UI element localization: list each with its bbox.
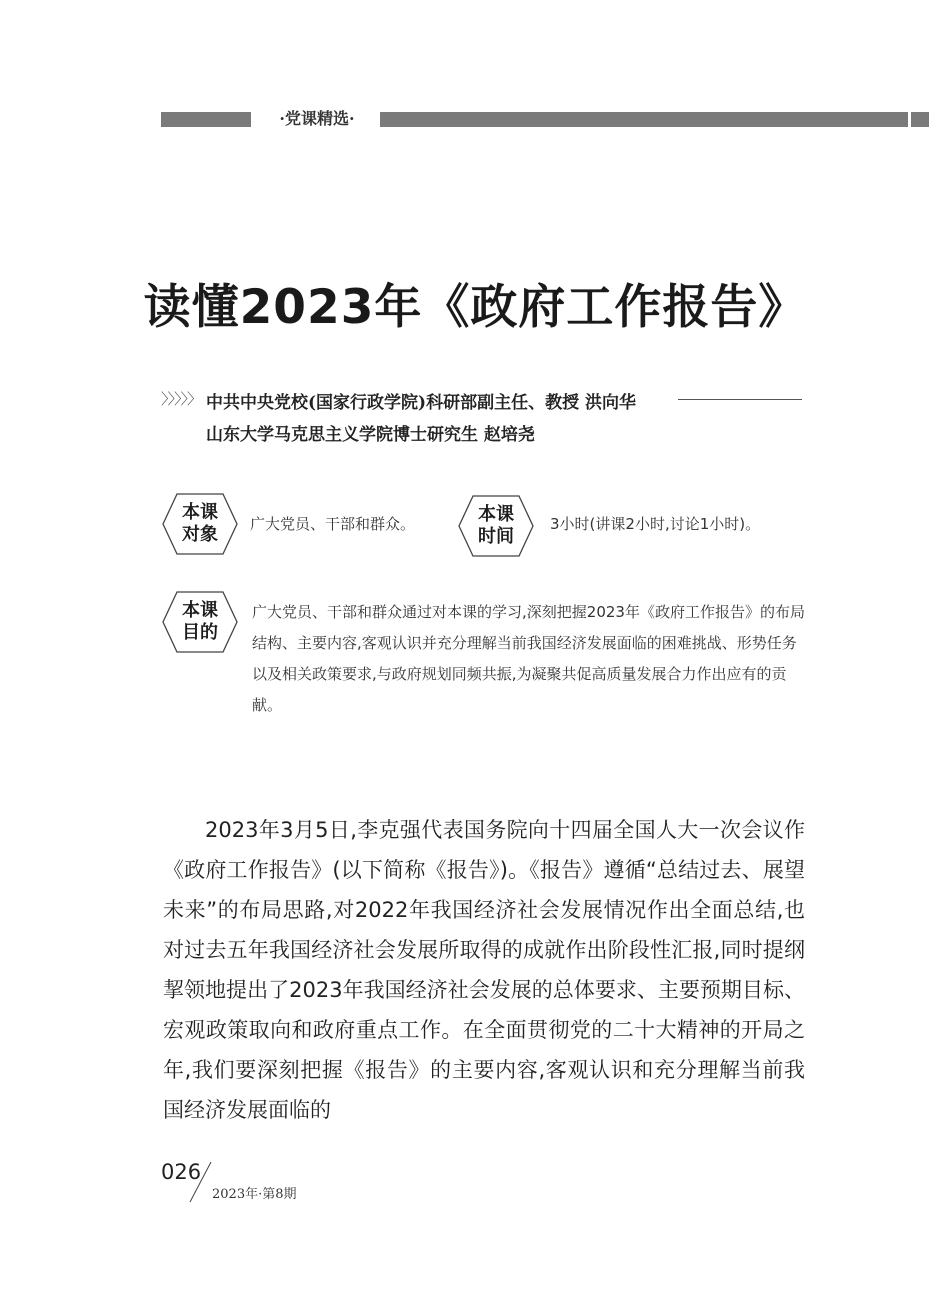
purpose-hexagon xyxy=(161,590,239,654)
body-paragraph: 2023年3月5日,李克强代表国务院向十四届全国人大一次会议作《政府工作报告》(以下简称《报告》)。《报告》遵循“总结过去、展望未来”的布局思路,对2022年我国经济社会发展情况作出全面总结,也对过去五年我国经济社会发展所取得的成就作出阶段性汇报,同时提纲挈领地提出了2023年我国经济社会发展的总体要求、主要预期目标、宏观政策取向和政府重点工作。在全面贯彻党的二十大精神的开局之年,我们要深刻把握《报告》的主要内容,客观认识和充分理解当前我国经济发展面临的 xyxy=(163,818,805,1122)
column-label: ·党课精选· xyxy=(279,109,355,128)
header-band-end xyxy=(911,112,929,127)
purpose-label xyxy=(161,600,239,644)
author-line-2: 山东大学马克思主义学院博士研究生 赵培尧 xyxy=(206,425,535,445)
time-label-bottom: 时间 xyxy=(478,526,514,547)
time-label-top: 本课 xyxy=(478,504,514,525)
footer-slash-icon xyxy=(187,1160,215,1204)
chevron-icon: 〉〉〉〉〉 xyxy=(161,390,202,408)
author-line-1: 中共中央党校(国家行政学院)科研部副主任、教授 洪向华 xyxy=(206,393,637,413)
header-band-right xyxy=(380,112,908,127)
author-divider xyxy=(678,399,802,400)
page-number: 026 xyxy=(161,1160,202,1184)
audience-label-bottom: 对象 xyxy=(182,524,218,545)
purpose-label-bottom: 目的 xyxy=(182,622,218,643)
purpose-label-top: 本课 xyxy=(182,600,218,621)
time-text: 3小时(讲课2小时,讨论1小时)。 xyxy=(550,515,761,533)
audience-label xyxy=(161,502,239,546)
audience-hexagon xyxy=(161,492,239,556)
purpose-text: 广大党员、干部和群众通过对本课的学习,深刻把握2023年《政府工作报告》的布局结构、主要内容,客观认识并充分理解当前我国经济发展面临的困难挑战、形势任务以及相关政策要求,与政府规划同频共振,为凝聚共促高质量发展合力作出应有的贡献。 xyxy=(252,603,805,714)
time-hexagon xyxy=(457,494,535,558)
article-title: 读懂2023年《政府工作报告》 xyxy=(143,280,807,335)
issue-label: 2023年·第8期 xyxy=(212,1187,297,1202)
audience-label-top: 本课 xyxy=(182,502,218,523)
time-label xyxy=(457,504,535,548)
audience-text: 广大党员、干部和群众。 xyxy=(250,515,416,533)
header-band-left xyxy=(161,112,251,127)
